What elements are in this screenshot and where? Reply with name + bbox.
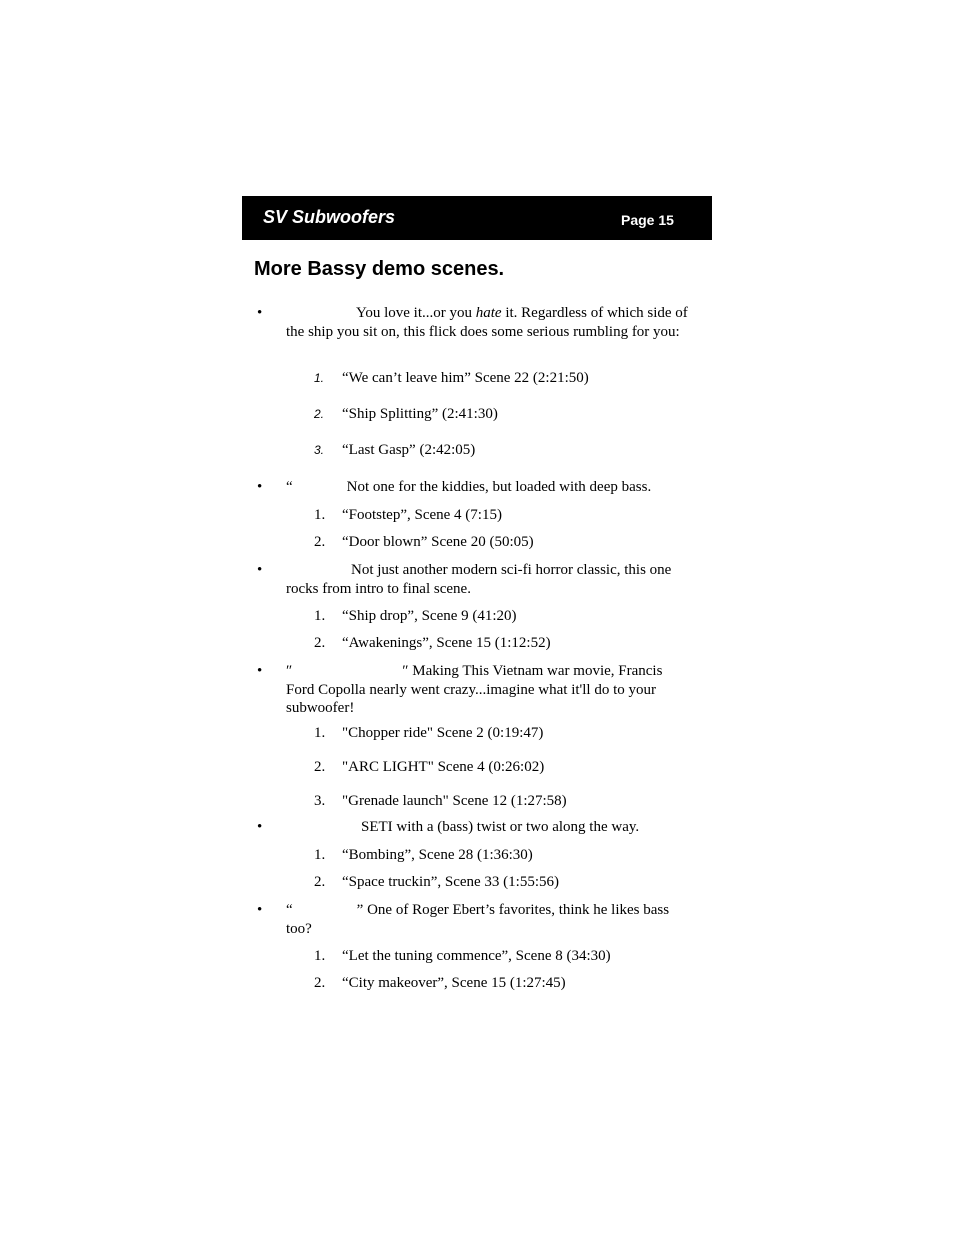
film-description [286, 478, 694, 497]
scene-item: “Awakenings”, Scene 15 (1:12:52) [342, 635, 551, 651]
scene-item: “Ship drop”, Scene 9 (41:20) [342, 608, 517, 624]
bullet-icon: • [257, 902, 263, 918]
page-title: More Bassy demo scenes. [254, 258, 505, 280]
scene-item: “Last Gasp” (2:42:05) [342, 442, 476, 458]
film-intro-mid: ″ [402, 663, 409, 679]
film-description [286, 818, 694, 837]
scene-item: "ARC LIGHT" Scene 4 (0:26:02) [342, 759, 545, 775]
film-intro: Making This Vietnam war movie, Francis Ford Copolla nearly went crazy...imagine what it'll do to your subwoofer! [286, 663, 663, 716]
scene-item: “Let the tuning commence”, Scene 8 (34:30) [342, 948, 611, 964]
scene-item: “Footstep”, Scene 4 (7:15) [342, 507, 502, 523]
scene-number: 2. [314, 635, 326, 651]
page-number: Page 15 [621, 212, 674, 228]
scene-item: "Chopper ride" Scene 2 (0:19:47) [342, 725, 544, 741]
header-title: SV Subwoofers [263, 207, 396, 227]
scene-number: 1. [314, 725, 326, 741]
bullet-icon: • [257, 663, 263, 679]
scene-number: 1. [314, 948, 326, 964]
scene-number: 2. [314, 975, 326, 991]
scene-number: 2. [314, 407, 325, 421]
bullet-icon: • [257, 819, 263, 835]
film-description [286, 561, 694, 598]
film-intro-b: it. Regardless of which side of the ship you sit on, this flick does some serious rumbling for you: [286, 305, 688, 340]
scene-number: 2. [314, 874, 326, 890]
scene-number: 1. [314, 608, 326, 624]
scene-item: “We can’t leave him” Scene 22 (2:21:50) [342, 370, 589, 386]
scene-number: 2. [314, 759, 326, 775]
film-intro: SETI with a (bass) twist or two along the way. [361, 819, 640, 835]
scene-item: “Door blown” Scene 20 (50:05) [342, 534, 534, 550]
scene-number: 3. [314, 793, 326, 809]
film-intro-prefix: “ [286, 479, 293, 495]
scene-item: "Grenade launch" Scene 12 (1:27:58) [342, 793, 567, 809]
bullet-icon: • [257, 305, 263, 321]
scene-number: 2. [314, 534, 326, 550]
page-header [242, 196, 712, 240]
scene-number: 1. [314, 371, 325, 385]
film-intro-emphasis: hate [475, 305, 502, 321]
bullet-icon: • [257, 479, 263, 495]
scene-item: “Bombing”, Scene 28 (1:36:30) [342, 847, 533, 863]
film-intro-prefix: ″ [286, 663, 293, 679]
film-intro: ” One of Roger Ebert’s favorites, think he likes bass too? [286, 902, 670, 937]
film-intro: Not one for the kiddies, but loaded with deep bass. [346, 479, 652, 495]
scene-number: 1. [314, 507, 326, 523]
scene-number: 3. [314, 443, 325, 457]
film-intro-a: You love it...or you [356, 305, 476, 321]
film-description [286, 901, 694, 938]
scene-item: “City makeover”, Scene 15 (1:27:45) [342, 975, 566, 991]
film-intro: Not just another modern sci-fi horror classic, this one rocks from intro to final scene. [286, 562, 672, 597]
bullet-icon: • [257, 562, 263, 578]
film-intro-prefix: “ [286, 902, 293, 918]
scene-number: 1. [314, 847, 326, 863]
film-description [286, 304, 694, 341]
scene-item: “Ship Splitting” (2:41:30) [342, 406, 498, 422]
scene-item: “Space truckin”, Scene 33 (1:55:56) [342, 874, 560, 890]
film-description [286, 662, 694, 718]
